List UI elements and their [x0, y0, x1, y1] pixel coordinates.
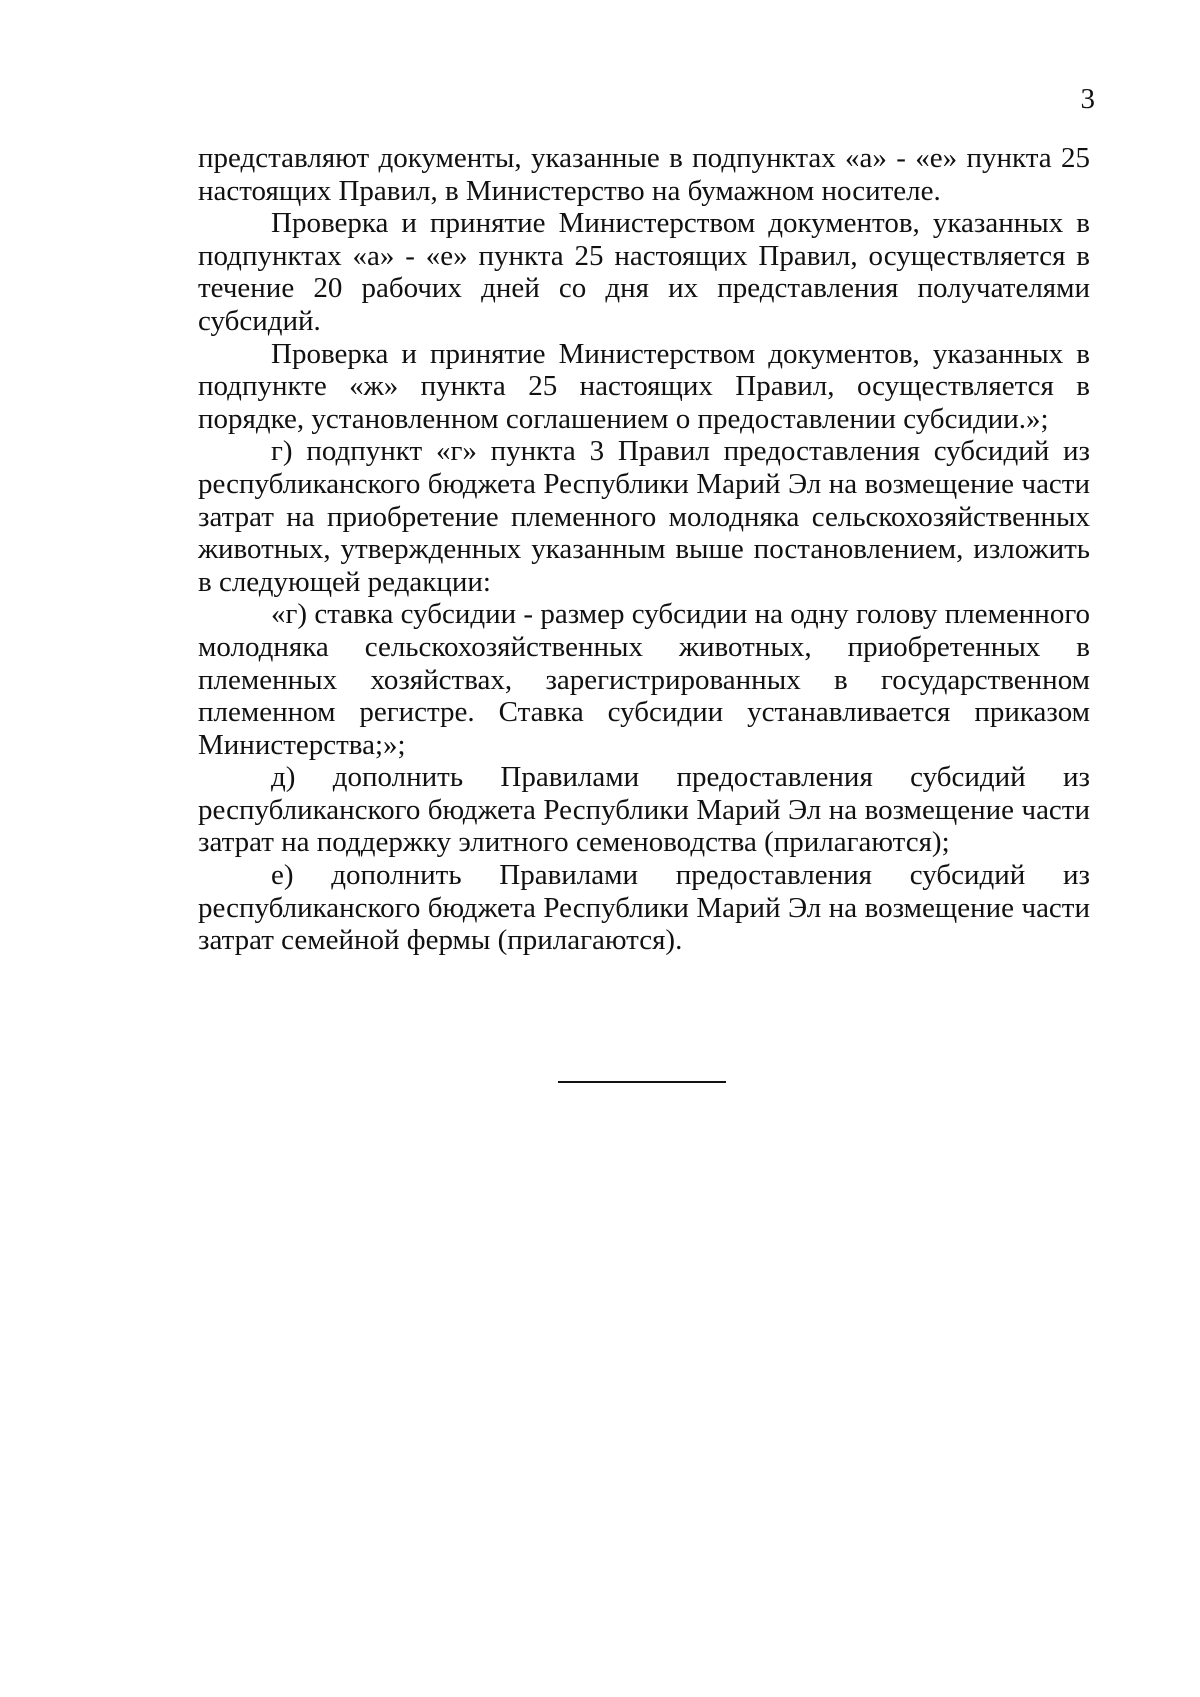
- document-body: [198, 142, 1090, 957]
- paragraph-verification-a-e: Проверка и принятие Министерством документов, указанных в подпунктах «а» - «е» пункта 25 настоящих Правил, осуществляется в течение 20 рабочих дней со дня их представления получателями субсидий.: [198, 207, 1090, 337]
- end-of-text-rule: [558, 1081, 726, 1083]
- paragraph-item-g: г) подпункт «г» пункта 3 Правил предоставления субсидий из республиканского бюджета Республики Марий Эл на возмещение части затрат на приобретение племенного молодняка сельскохозяйственных животных, утвержденных указанным выше постановлением, изложить в следующей редакции:: [198, 435, 1090, 598]
- paragraph-item-d: д) дополнить Правилами предоставления субсидий из республиканского бюджета Республики Марий Эл на возмещение части затрат на поддержку элитного семеноводства (прилагаются);: [198, 761, 1090, 859]
- paragraph-subsidy-rate: «г) ставка субсидии - размер субсидии на одну голову племенного молодняка сельскохозяйственных животных, приобретенных в племенных хозяйствах, зарегистрированных в государственном племенном регистре. Ставка субсидии устанавливается приказом Министерства;»;: [198, 598, 1090, 761]
- paragraph-continuation: представляют документы, указанные в подпунктах «а» - «е» пункта 25 настоящих Правил, в Министерство на бумажном носителе.: [198, 142, 1090, 207]
- paragraph-verification-zh: Проверка и принятие Министерством документов, указанных в подпункте «ж» пункта 25 настоящих Правил, осуществляется в порядке, установленном соглашением о предоставлении субсидии.»;: [198, 337, 1090, 435]
- page-number: 3: [1080, 83, 1095, 115]
- paragraph-item-e: е) дополнить Правилами предоставления субсидий из республиканского бюджета Республики Марий Эл на возмещение части затрат семейной фермы (прилагаются).: [198, 859, 1090, 957]
